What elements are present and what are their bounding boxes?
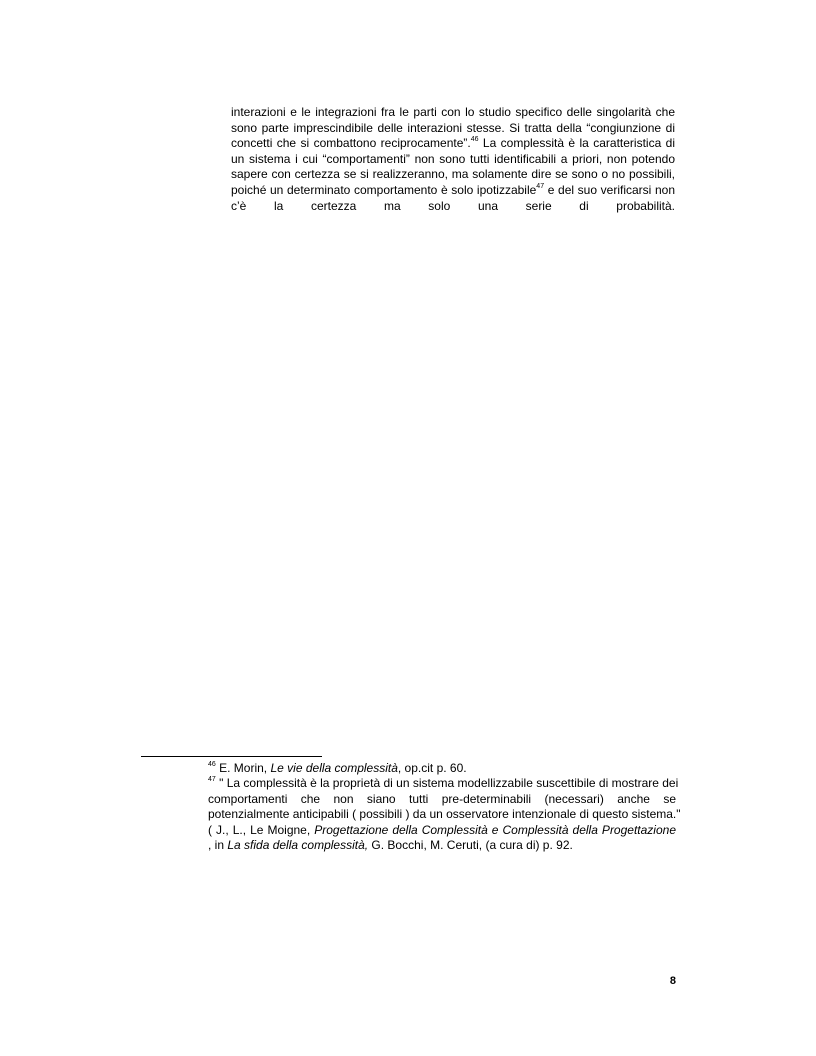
footnote-47-line-4	[208, 823, 676, 838]
body-line-1: interazioni e le integrazioni fra le parti con lo studio specifico delle singolarità che	[231, 105, 675, 119]
footnote-46	[208, 761, 676, 776]
footnote-47-line-1	[208, 776, 679, 791]
footnote-47-text-4: ( J., L., Le Moigne,	[208, 822, 315, 837]
body-line-3b: La complessità è la caratteristica di	[482, 136, 676, 151]
body-line-2: sono parte imprescindibile delle interazioni stesse. Si tratta della “congiunzione di	[231, 120, 675, 135]
footnote-46-tail: , op.cit p. 60.	[397, 761, 467, 775]
footnote-47-text-5: , in	[208, 838, 228, 853]
body-line-3a: concetti che si combattono reciprocamente”.	[231, 136, 471, 151]
body-line-3	[231, 136, 675, 152]
footnote-separator	[141, 756, 322, 757]
footnote-47-title-2: La sfida della complessità,	[227, 838, 369, 853]
body-line-4: un sistema i cui “comportamenti” non sono tutti identificabili a priori, non potendo	[231, 151, 675, 166]
footnote-ref-46[interactable]: 46	[470, 136, 479, 144]
footnote-ref-47[interactable]: 47	[536, 182, 545, 190]
footnote-47-text-1: " La complessità è la proprietà di un sistema modellizzabile suscettibile di mostrare dei	[215, 776, 679, 791]
page-number: 8	[669, 975, 676, 987]
body-line-6a: poiché un determinato comportamento è solo ipotizzabile	[231, 182, 537, 197]
footnote-46-text: E. Morin,	[215, 761, 271, 775]
footnote-46-number: 46	[208, 761, 216, 768]
footnote-47-line-5	[208, 838, 676, 853]
footnote-47-tail: G. Bocchi, M. Ceruti, (a cura di) p. 92.	[368, 838, 573, 853]
footnote-46-title: Le vie della complessità	[270, 761, 398, 775]
body-line-5: sapere con certezza se si realizzeranno, ma solamente dire se sono o no possibili,	[231, 167, 675, 182]
footnote-47-line-3: potenzialmente anticipabili ( possibili ) da un osservatore intenzionale di questo sistema."	[208, 807, 681, 822]
body-line-6b: e del suo verificarsi non	[547, 182, 675, 197]
footnote-47-line-2: comportamenti che non siano tutti pre-determinabili (necessari) anche se	[208, 791, 676, 806]
footnote-47-number: 47	[208, 776, 216, 784]
body-line-7: c’è la certezza ma solo una serie di probabilità.	[231, 198, 675, 213]
footnotes	[208, 761, 681, 853]
body-paragraph	[231, 105, 675, 214]
footnote-47-title-1: Progettazione della Complessità e Complessità della Progettazione	[314, 822, 676, 837]
body-line-6	[231, 183, 675, 199]
